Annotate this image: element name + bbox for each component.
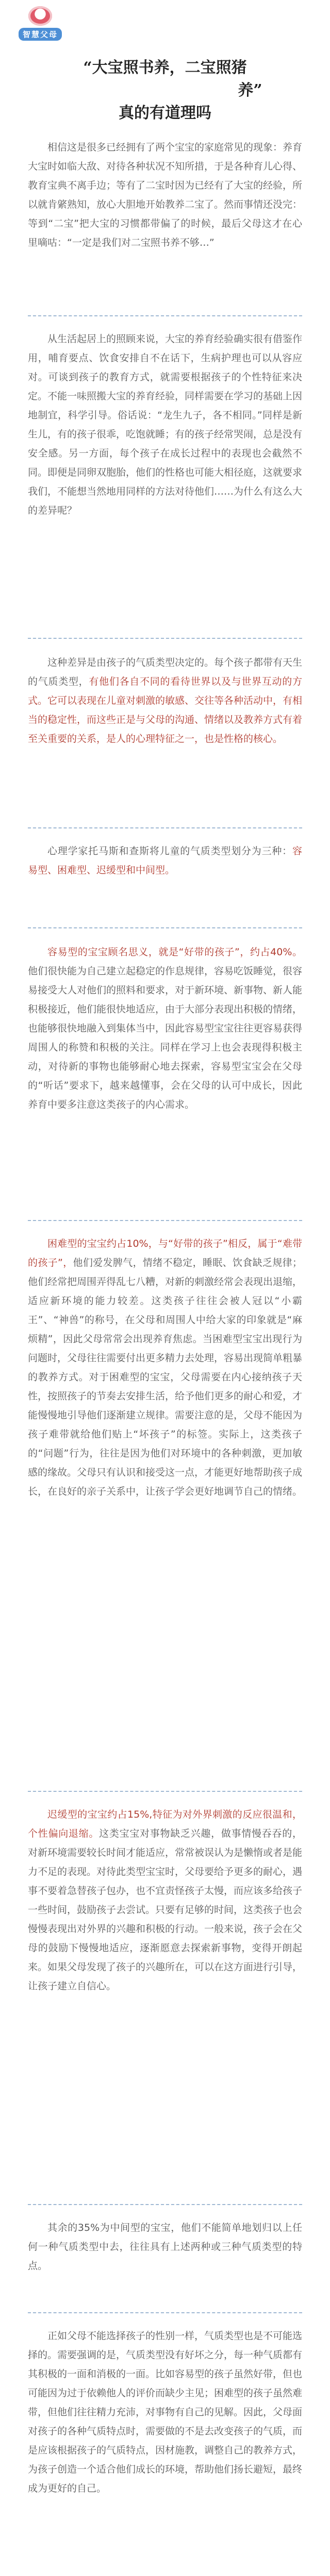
brand-logo (12, 6, 68, 43)
body-block-1 (28, 330, 302, 520)
p5-text: 他们很快能为自己建立起稳定的作息规律，容易吃饭睡觉，很容易接受大人对他们的照料和要求，对于新环境、新事物、新人能积极接近，他们能很快地适应，由于大部分表现出积极的情绪，也能够很快地融入到集体当中，因此容易型宝宝往往更容易获得周围人的称赞和积极的关注。同样在学习上也会表现得积极主动，对待新的事物也能够耐心地去探索，容易型宝宝会在父母的“听话”要求下，越来越懂事，会在父母的认可中成长，因此养育中要多注意这类孩子的内心需求。 (28, 965, 303, 1110)
section-divider (28, 315, 302, 316)
body-paragraph-2: 从生活起居上的照顾来说，大宝的养育经验确实很有借鉴作用，哺育要点、饮食安排自不在话下，生病护理也可以从容应对。可谈到孩子的教育方式，就需要根据孩子的个性特征来决定。不能一味照搬大宝的养育经验，同样需要在学习的基础上因地制宜，科学引导。俗话说：“龙生九子，各不相同。”同样是新生儿，有的孩子很乖，吃饱就睡；有的孩子经常哭闹，总是没有安全感。另一方面，每个孩子在成长过程中的表现也会截然不同。即便是同卵双胞胎，他们的性格也可能大相径庭，这就要求我们，不能想当然地用同样的方法对待他们……为什么有这么大的差异呢？ (28, 333, 303, 516)
logo-text: 智慧父母 (19, 28, 62, 41)
section-divider (28, 827, 302, 828)
section-divider (28, 927, 302, 928)
title-line-1: “大宝照书养，二宝照猪 (83, 59, 247, 77)
body-block-4 (28, 943, 302, 1114)
p5-lead: 容易型的宝宝顾名思义，就是“好带的孩子”，约占40%。 (47, 946, 302, 958)
p7-text: 这类宝宝对事物缺乏兴趣，做事情慢吞吞的，对新环境需要较长时间才能适应，常常被误认为是懒惰或者是能力不足的表现。对待此类型宝宝时，父母要给予更多的耐心，遇事不要着急替孩子包办，也不宜责怪孩子太慢，而应该多给孩子一些时间，鼓励孩子去尝试。只要有足够的时间，这类孩子也会慢慢表现出对外界的兴趣和积极的行动。一般来说，孩子会在父母的鼓励下慢慢地适应，逐渐愿意去探索新事物，变得开朗起来。如果父母发现了孩子的兴趣所在，可以在这方面进行引导，让孩子建立自信心。 (28, 1828, 303, 1992)
body-paragraph-7 (28, 1805, 302, 1996)
section-divider (28, 1791, 302, 1792)
section-divider (28, 638, 302, 639)
p4-intro-text: 心理学家托马斯和查斯将儿童的气质类型划分为三种： (47, 845, 292, 857)
logo-emblem-icon (28, 6, 52, 26)
intro-paragraph-block (28, 138, 302, 252)
body-block-7 (28, 2218, 302, 2276)
body-block-2 (28, 653, 302, 749)
section-divider (28, 2312, 302, 2313)
section-divider (28, 2204, 302, 2205)
body-paragraph-3 (28, 653, 302, 749)
body-paragraph-5 (28, 943, 302, 1114)
p3-highlight: 有他们各自不同的看待世界以及与世界互动的方式。它可以表现在儿童对刺激的敏感、交往等各种活动中，有相当的稳定性，而这些正是与父母的沟通、情绪以及教养方式有着至关重要的关系， (28, 676, 303, 744)
body-block-8 (28, 2327, 302, 2498)
p4-type-list: 容易型、困难型、迟缓型和中间型。 (28, 845, 302, 876)
p3-intro-text: 这种差异是由孩子的气质类型决定的。每个孩子都带有天生的气质类型， (28, 657, 303, 687)
p7-lead: 迟缓型的宝宝约占15%, (47, 1809, 153, 1820)
section-divider (28, 1220, 302, 1221)
article-title (0, 57, 330, 125)
p6-text: 他们爱发脾气，情绪不稳定，睡眠、饮食缺乏规律；他们经常把周围弄得乱七八糟，对新的刺激经常会表现出退缩，适应新环境的能力较差。这类孩子往往会被人冠以“小霸王”、“神兽”的称号，在父母和周围人中给大家的印象就是“麻烦精”，因此父母常常会出现养育焦虑。当困难型宝宝出现行为问题时，父母往往需要付出更多精力去处理，容易出现简单粗暴的教养方式。对于困难型的宝宝，父母需要在内心接纳孩子天性，按照孩子的节奏去安排生活，给予他们更多的耐心和爱，才能慢慢地引导他们逐渐建立规律。需要注意的是，父母不能因为孩子难带就给他们贴上“坏孩子”的标签。实际上，这类孩子的“问题”行为，往往是因为他们对环境中的各种刺激，更加敏感的缘故。父母只有认识和接受这一点，才能更好地帮助孩子成长，在良好的亲子关系中，让孩子学会更好地调节自己的情绪。 (28, 1257, 303, 1497)
body-paragraph-8: 其余的35%为中间型的宝宝，他们不能简单地划归以上任何一种气质类型中去，往往具有上述两种或三种气质类型的特点。 (28, 2222, 302, 2272)
title-line-2: 养” (238, 81, 262, 99)
body-paragraph-9: 正如父母不能选择孩子的性别一样，气质类型也是不可能选择的。需要强调的是，气质类型没有好坏之分，每一种气质都有其积极的一面和消极的一面。比如容易型的孩子虽然好带，但也可能因为过于依赖他人的评价而缺少主见；困难型的孩子虽然难带，但他们往往精力充沛，对事物有自己的见解。因此，父母面对孩子的各种气质特点时，需要做的不是去改变孩子的气质，而是应该根据孩子的气质特点，因材施教，调整自己的教养方式，为孩子创造一个适合他们成长的环境，帮助他们扬长避短，最终成为更好的自己。 (28, 2330, 303, 2494)
p3-core-highlight: 是人的心理特征之一，也是性格的核心。 (106, 733, 283, 744)
p7-feature: 特征为对外界刺激的反应很温和，个性偏向退缩。 (28, 1809, 302, 1839)
p6-lead: 困难型的宝宝约占10%，与“好带的孩子”相反，属于“难带的孩子”， (28, 1238, 302, 1268)
intro-paragraph: 相信这是很多已经拥有了两个宝宝的家庭常见的现象：养育大宝时如临大敌、对待各种状况不知所措，于是各种育儿心得、教育宝典不离手边；等有了二宝时因为已经有了大宝的经验，所以就肯綮熟知，放心大胆地开始教养二宝了。然而事情还没完：等到“二宝”把大宝的习惯都带偏了的时候，最后父母这才在心里嘀咕：“一定是我们对二宝照书养不够…” (28, 142, 303, 248)
body-block-6 (28, 1805, 302, 1996)
body-block-3 (28, 842, 302, 880)
title-line-3: 真的有道理吗 (119, 104, 211, 122)
body-block-5 (28, 1234, 302, 1501)
body-paragraph-4 (28, 842, 302, 880)
body-paragraph-6 (28, 1234, 302, 1501)
